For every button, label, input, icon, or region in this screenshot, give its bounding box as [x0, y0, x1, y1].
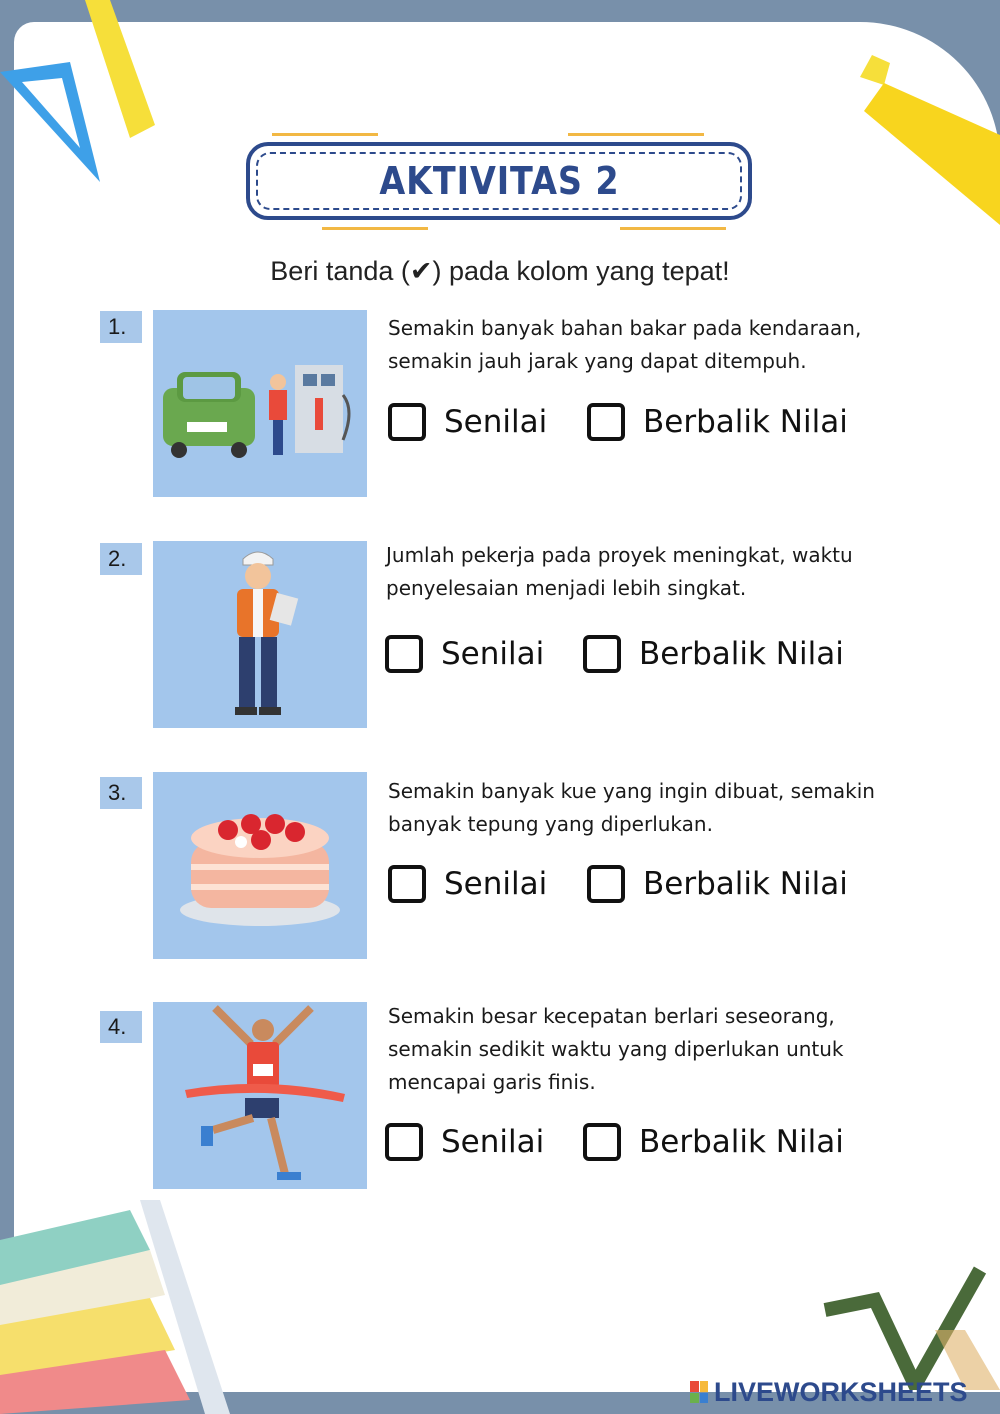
books-decoration — [0, 1200, 230, 1414]
title-decoration-line — [568, 133, 704, 136]
item-image-runner-finish-line — [153, 1002, 367, 1189]
item-image-construction-worker — [153, 541, 367, 728]
title-decoration-line — [620, 227, 726, 230]
option-label: Senilai — [444, 866, 548, 902]
ruler-triangle-decoration — [0, 0, 160, 190]
checkbox[interactable] — [388, 403, 426, 441]
checkbox[interactable] — [583, 1123, 621, 1161]
option-berbalik-nilai[interactable] — [583, 1123, 844, 1161]
option-berbalik-nilai[interactable] — [587, 403, 848, 441]
option-senilai[interactable] — [388, 865, 547, 903]
item-image-car-at-gas-station — [153, 310, 367, 497]
instruction-text: Beri tanda (✔) pada kolom yang tepat! — [270, 256, 730, 286]
option-senilai[interactable] — [385, 635, 544, 673]
checkbox[interactable] — [587, 403, 625, 441]
page-title: AKTIVITAS 2 — [378, 159, 620, 203]
checkbox[interactable] — [385, 635, 423, 673]
liveworksheets-logo — [690, 1376, 968, 1408]
item-number: 1. — [100, 311, 142, 343]
item-statement: Semakin besar kecepatan berlari seseorang, semakin sedikit waktu yang diperlukan untuk mencapai garis finis. — [388, 1004, 844, 1094]
option-label: Berbalik Nilai — [639, 636, 844, 672]
option-label: Senilai — [441, 1124, 545, 1160]
item-image-strawberry-cake — [153, 772, 367, 959]
option-senilai[interactable] — [385, 1123, 544, 1161]
math-symbols-decoration — [815, 1260, 1000, 1390]
title-decoration-line — [272, 133, 378, 136]
checkbox[interactable] — [388, 865, 426, 903]
item-number: 4. — [100, 1011, 142, 1043]
liveworksheets-icon — [690, 1381, 708, 1403]
item-number: 3. — [100, 777, 142, 809]
option-berbalik-nilai[interactable] — [587, 865, 848, 903]
option-label: Berbalik Nilai — [639, 1124, 844, 1160]
title-banner — [246, 142, 752, 220]
item-statement: Semakin banyak bahan bakar pada kendaraan, semakin jauh jarak yang dapat ditempuh. — [388, 316, 862, 373]
item-number: 2. — [100, 543, 142, 575]
checkbox[interactable] — [385, 1123, 423, 1161]
item-statement: Jumlah pekerja pada proyek meningkat, waktu penyelesaian menjadi lebih singkat. — [386, 543, 853, 600]
checkbox[interactable] — [583, 635, 621, 673]
title-decoration-line — [322, 227, 428, 230]
highlighter-decoration — [860, 55, 1000, 225]
option-label: Berbalik Nilai — [643, 404, 848, 440]
option-label: Berbalik Nilai — [643, 866, 848, 902]
checkbox[interactable] — [587, 865, 625, 903]
item-statement: Semakin banyak kue yang ingin dibuat, semakin banyak tepung yang diperlukan. — [388, 779, 875, 836]
option-label: Senilai — [441, 636, 545, 672]
option-senilai[interactable] — [388, 403, 547, 441]
brand-text: LIVEWORKSHEETS — [714, 1376, 968, 1407]
option-label: Senilai — [444, 404, 548, 440]
option-berbalik-nilai[interactable] — [583, 635, 844, 673]
